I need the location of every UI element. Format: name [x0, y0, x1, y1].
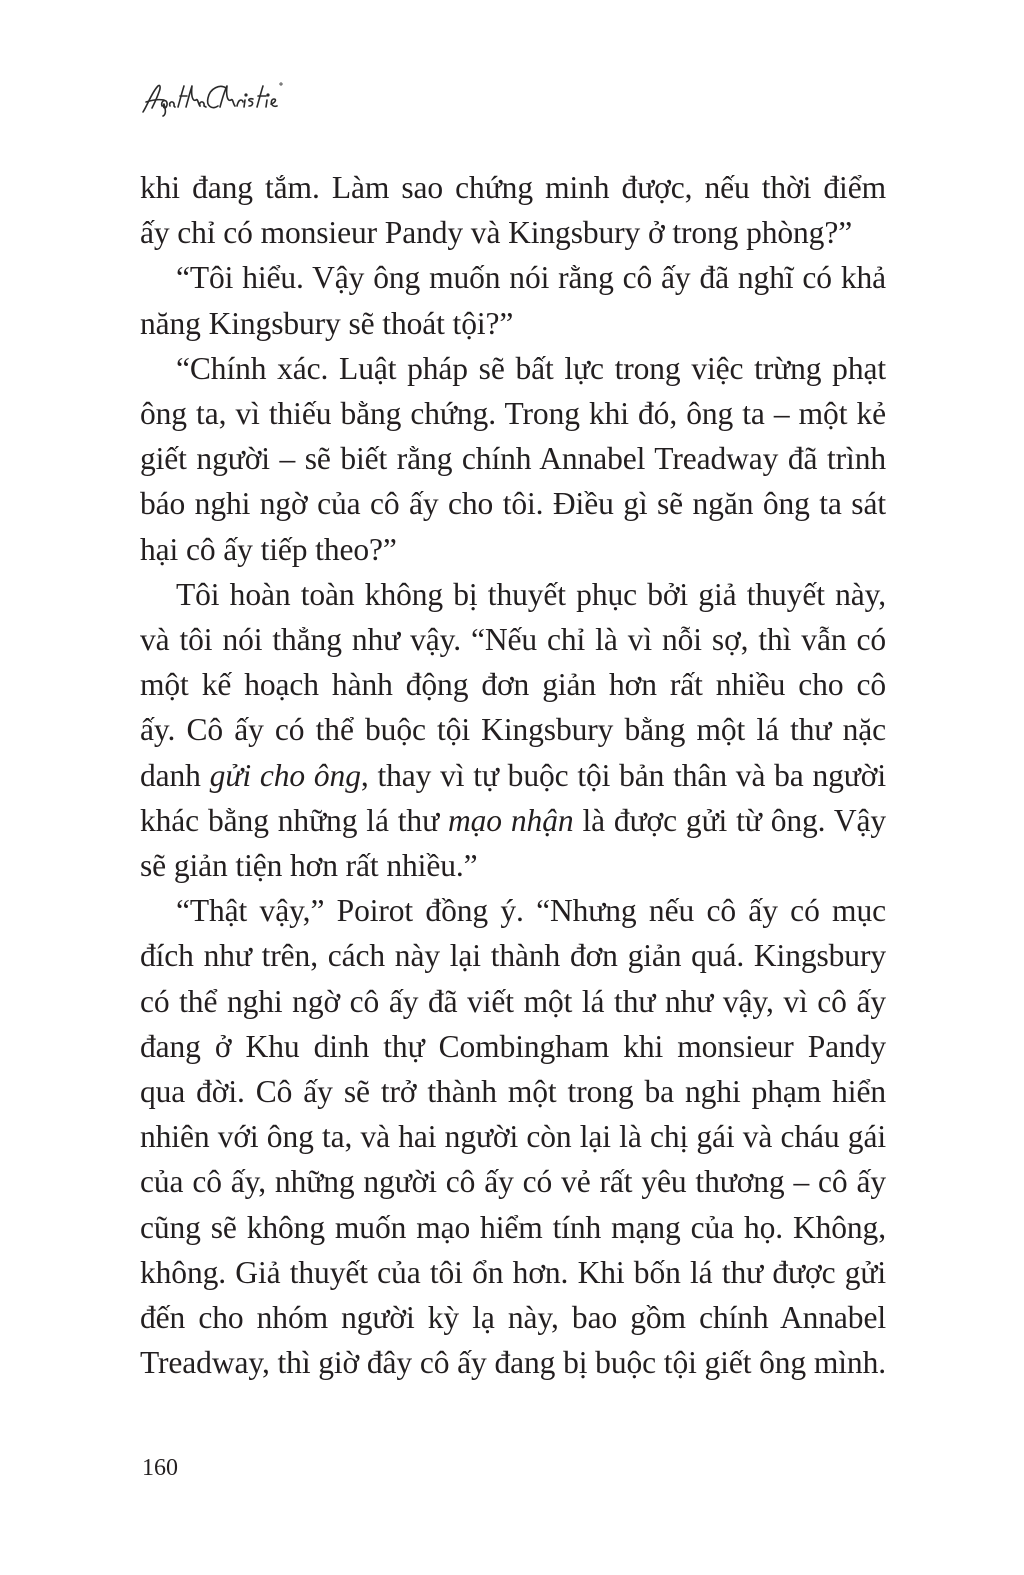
- text-line: sẽ giản tiện hơn rất nhiều.”: [140, 848, 478, 884]
- text-line: [140, 798, 886, 843]
- text-line: “Thật vậy,” Poirot đồng ý. “Nhưng nếu cô ấy có mục: [176, 893, 886, 929]
- text-run: khác bằng những lá thư: [140, 802, 448, 838]
- text-line: ông ta, vì thiếu bằng chứng. Trong khi đó, ông ta – một kẻ: [140, 396, 886, 432]
- agatha-christie-signature-logo: [140, 78, 310, 118]
- signature-icon: [140, 78, 310, 118]
- text-line: giết người – sẽ biết rằng chính Annabel Treadway đã trình: [140, 441, 886, 477]
- text-line: khi đang tắm. Làm sao chứng minh được, nếu thời điểm: [140, 170, 886, 205]
- italic-emphasis: mạo nhận: [448, 802, 574, 838]
- text-line: đến cho nhóm người kỳ lạ này, bao gồm chính Annabel: [140, 1300, 886, 1336]
- text-run: danh: [140, 757, 210, 793]
- text-run: , thay vì tự buộc tội bản thân và ba người: [360, 757, 886, 793]
- text-line: Tôi hoàn toàn không bị thuyết phục bởi giả thuyết này,: [176, 576, 886, 612]
- text-line: ấy. Cô ấy có thể buộc tội Kingsbury bằng một lá thư nặc: [140, 712, 886, 748]
- text-line: năng Kingsbury sẽ thoát tội?”: [140, 305, 514, 341]
- text-line: [140, 753, 886, 798]
- text-line: ấy chỉ có monsieur Pandy và Kingsbury ở trong phòng?”: [140, 215, 853, 251]
- text-line: Treadway, thì giờ đây cô ấy đang bị buộc tội giết ông mình.: [140, 1345, 886, 1381]
- text-line: qua đời. Cô ấy sẽ trở thành một trong ba nghi phạm hiển: [140, 1074, 886, 1110]
- text-line: “Tôi hiểu. Vậy ông muốn nói rằng cô ấy đã nghĩ có khả: [176, 260, 886, 296]
- text-line: “Chính xác. Luật pháp sẽ bất lực trong việc trừng phạt: [176, 350, 886, 386]
- italic-emphasis: gửi cho ông: [209, 757, 361, 793]
- book-page-body: [140, 165, 886, 1385]
- text-line: đang ở Khu dinh thự Combingham khi monsieur Pandy: [140, 1028, 886, 1064]
- text-line: có thể nghi ngờ cô ấy đã viết một lá thư như vậy, vì cô ấy: [140, 983, 886, 1019]
- text-run: là được gửi từ ông. Vậy: [573, 802, 886, 838]
- text-line: cũng sẽ không muốn mạo hiểm tính mạng của họ. Không,: [140, 1209, 886, 1245]
- text-line: một kế hoạch hành động đơn giản hơn rất nhiều cho cô: [140, 667, 886, 703]
- text-line: nhiên với ông ta, và hai người còn lại là chị gái và cháu gái: [140, 1119, 886, 1155]
- text-line: hại cô ấy tiếp theo?”: [140, 531, 397, 567]
- text-line: không. Giả thuyết của tôi ổn hơn. Khi bốn lá thư được gửi: [140, 1254, 886, 1290]
- text-line: và tôi nói thẳng như vậy. “Nếu chỉ là vì nỗi sợ, thì vẫn có: [140, 622, 886, 658]
- page-number: 160: [142, 1455, 178, 1481]
- text-line: báo nghi ngờ của cô ấy cho tôi. Điều gì sẽ ngăn ông ta sát: [140, 486, 886, 522]
- text-line: đích như trên, cách này lại thành đơn giản quá. Kingsbury: [140, 938, 886, 974]
- text-line: của cô ấy, những người cô ấy có vẻ rất yêu thương – cô ấy: [140, 1164, 886, 1200]
